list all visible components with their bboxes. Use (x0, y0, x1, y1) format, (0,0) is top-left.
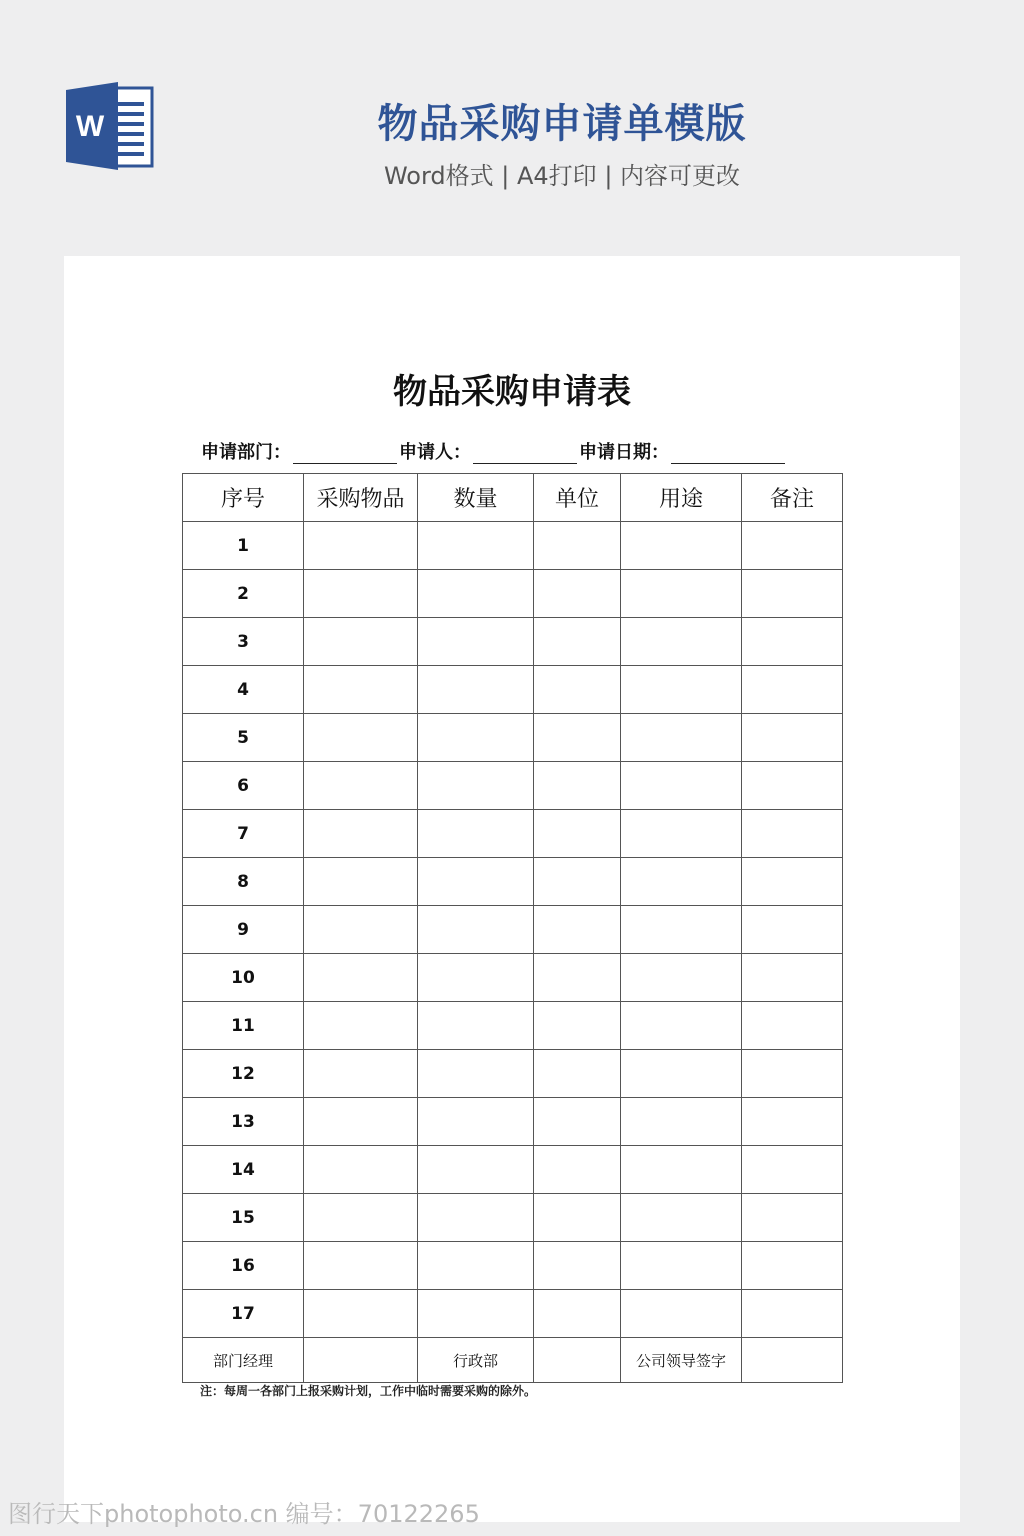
remark-cell[interactable] (742, 1098, 843, 1146)
dept-manager-sign-cell[interactable] (304, 1338, 418, 1383)
column-header: 采购物品 (304, 474, 418, 522)
remark-cell[interactable] (742, 570, 843, 618)
quantity-cell[interactable] (418, 1050, 534, 1098)
table-row (183, 1290, 843, 1338)
row-number: 1 (183, 522, 304, 570)
purpose-cell[interactable] (621, 762, 742, 810)
table-row (183, 522, 843, 570)
table-row (183, 570, 843, 618)
quantity-cell[interactable] (418, 1002, 534, 1050)
column-header: 序号 (183, 474, 304, 522)
item-cell[interactable] (304, 1194, 418, 1242)
remark-cell[interactable] (742, 1002, 843, 1050)
unit-cell[interactable] (534, 714, 621, 762)
word-file-icon (64, 80, 156, 172)
purpose-cell[interactable] (621, 618, 742, 666)
admin-dept-label: 行政部 (418, 1338, 534, 1383)
item-cell[interactable] (304, 522, 418, 570)
date-label: 申请日期： (579, 442, 669, 463)
item-cell[interactable] (304, 1290, 418, 1338)
unit-cell[interactable] (534, 522, 621, 570)
unit-cell[interactable] (534, 810, 621, 858)
department-blank[interactable] (293, 445, 397, 464)
row-number: 10 (183, 954, 304, 1002)
unit-cell[interactable] (534, 570, 621, 618)
row-number: 14 (183, 1146, 304, 1194)
row-number: 12 (183, 1050, 304, 1098)
table-row (183, 666, 843, 714)
column-header: 备注 (742, 474, 843, 522)
row-number: 2 (183, 570, 304, 618)
remark-cell[interactable] (742, 1194, 843, 1242)
applicant-blank[interactable] (473, 445, 577, 464)
table-row (183, 906, 843, 954)
row-number: 5 (183, 714, 304, 762)
item-cell[interactable] (304, 1242, 418, 1290)
quantity-cell[interactable] (418, 666, 534, 714)
row-number: 16 (183, 1242, 304, 1290)
dept-manager-label: 部门经理 (183, 1338, 304, 1383)
item-cell[interactable] (304, 906, 418, 954)
table-row (183, 1242, 843, 1290)
item-cell[interactable] (304, 762, 418, 810)
unit-cell[interactable] (534, 666, 621, 714)
purpose-cell[interactable] (621, 858, 742, 906)
table-row (183, 954, 843, 1002)
quantity-cell[interactable] (418, 1242, 534, 1290)
purpose-cell[interactable] (621, 1194, 742, 1242)
leader-sign-cell[interactable] (742, 1338, 843, 1383)
unit-cell[interactable] (534, 1002, 621, 1050)
purpose-cell[interactable] (621, 1290, 742, 1338)
quantity-cell[interactable] (418, 1146, 534, 1194)
remark-cell[interactable] (742, 714, 843, 762)
item-cell[interactable] (304, 1050, 418, 1098)
remark-cell[interactable] (742, 1290, 843, 1338)
remark-cell[interactable] (742, 762, 843, 810)
column-header: 用途 (621, 474, 742, 522)
item-cell[interactable] (304, 666, 418, 714)
quantity-cell[interactable] (418, 858, 534, 906)
quantity-cell[interactable] (418, 522, 534, 570)
applicant-label: 申请人： (399, 442, 471, 463)
quantity-cell[interactable] (418, 762, 534, 810)
document-page (64, 256, 960, 1522)
unit-cell[interactable] (534, 906, 621, 954)
table-row (183, 810, 843, 858)
remark-cell[interactable] (742, 1242, 843, 1290)
remark-cell[interactable] (742, 906, 843, 954)
purpose-cell[interactable] (621, 666, 742, 714)
table-row (183, 1194, 843, 1242)
row-number: 4 (183, 666, 304, 714)
purpose-cell[interactable] (621, 522, 742, 570)
table-row (183, 1050, 843, 1098)
admin-dept-sign-cell[interactable] (534, 1338, 621, 1383)
row-number: 11 (183, 1002, 304, 1050)
purpose-cell[interactable] (621, 714, 742, 762)
item-cell[interactable] (304, 810, 418, 858)
table-row (183, 714, 843, 762)
item-cell[interactable] (304, 1098, 418, 1146)
quantity-cell[interactable] (418, 906, 534, 954)
remark-cell[interactable] (742, 522, 843, 570)
table-row (183, 762, 843, 810)
banner-subtitle: Word格式 | A4打印 | 内容可更改 (383, 162, 741, 190)
logo-letter: W (75, 110, 105, 143)
quantity-cell[interactable] (418, 1290, 534, 1338)
banner-title: 物品采购申请单模版 (377, 101, 747, 147)
quantity-cell[interactable] (418, 618, 534, 666)
table-row (183, 1002, 843, 1050)
item-cell[interactable] (304, 618, 418, 666)
item-cell[interactable] (304, 714, 418, 762)
table-row (183, 618, 843, 666)
unit-cell[interactable] (534, 1098, 621, 1146)
purpose-cell[interactable] (621, 1002, 742, 1050)
purpose-cell[interactable] (621, 1050, 742, 1098)
quantity-cell[interactable] (418, 1194, 534, 1242)
item-cell[interactable] (304, 570, 418, 618)
row-number: 15 (183, 1194, 304, 1242)
item-cell[interactable] (304, 1146, 418, 1194)
unit-cell[interactable] (534, 618, 621, 666)
purchase-table (182, 473, 843, 1383)
footnote: 注：每周一各部门上报采购计划，工作中临时需要采购的除外。 (200, 1384, 537, 1398)
remark-cell[interactable] (742, 618, 843, 666)
table-row (183, 858, 843, 906)
purpose-cell[interactable] (621, 1098, 742, 1146)
row-number: 13 (183, 1098, 304, 1146)
column-header: 数量 (418, 474, 534, 522)
unit-cell[interactable] (534, 762, 621, 810)
table-row (183, 1098, 843, 1146)
quantity-cell[interactable] (418, 954, 534, 1002)
purpose-cell[interactable] (621, 954, 742, 1002)
unit-cell[interactable] (534, 1242, 621, 1290)
purpose-cell[interactable] (621, 570, 742, 618)
date-blank[interactable] (671, 445, 785, 464)
remark-cell[interactable] (742, 1050, 843, 1098)
table-row (183, 1146, 843, 1194)
row-number: 7 (183, 810, 304, 858)
column-header: 单位 (534, 474, 621, 522)
unit-cell[interactable] (534, 1050, 621, 1098)
purpose-cell[interactable] (621, 906, 742, 954)
remark-cell[interactable] (742, 666, 843, 714)
leader-sign-label: 公司领导签字 (621, 1338, 742, 1383)
row-number: 3 (183, 618, 304, 666)
unit-cell[interactable] (534, 1290, 621, 1338)
remark-cell[interactable] (742, 858, 843, 906)
row-number: 9 (183, 906, 304, 954)
remark-cell[interactable] (742, 954, 843, 1002)
quantity-cell[interactable] (418, 1098, 534, 1146)
row-number: 6 (183, 762, 304, 810)
document-title: 物品采购申请表 (393, 372, 631, 412)
quantity-cell[interactable] (418, 570, 534, 618)
purpose-cell[interactable] (621, 810, 742, 858)
table-header-row (183, 474, 843, 522)
quantity-cell[interactable] (418, 810, 534, 858)
unit-cell[interactable] (534, 954, 621, 1002)
watermark-text: 图行天下photophoto.cn 编号：70122265 (8, 1500, 480, 1528)
quantity-cell[interactable] (418, 714, 534, 762)
banner-header (0, 0, 1024, 256)
application-info-line (201, 438, 787, 464)
purpose-cell[interactable] (621, 1146, 742, 1194)
row-number: 8 (183, 858, 304, 906)
remark-cell[interactable] (742, 1146, 843, 1194)
row-number: 17 (183, 1290, 304, 1338)
item-cell[interactable] (304, 858, 418, 906)
signature-row (183, 1338, 843, 1383)
item-cell[interactable] (304, 954, 418, 1002)
remark-cell[interactable] (742, 810, 843, 858)
unit-cell[interactable] (534, 1194, 621, 1242)
unit-cell[interactable] (534, 1146, 621, 1194)
item-cell[interactable] (304, 1002, 418, 1050)
department-label: 申请部门： (201, 442, 291, 463)
purpose-cell[interactable] (621, 1242, 742, 1290)
unit-cell[interactable] (534, 858, 621, 906)
